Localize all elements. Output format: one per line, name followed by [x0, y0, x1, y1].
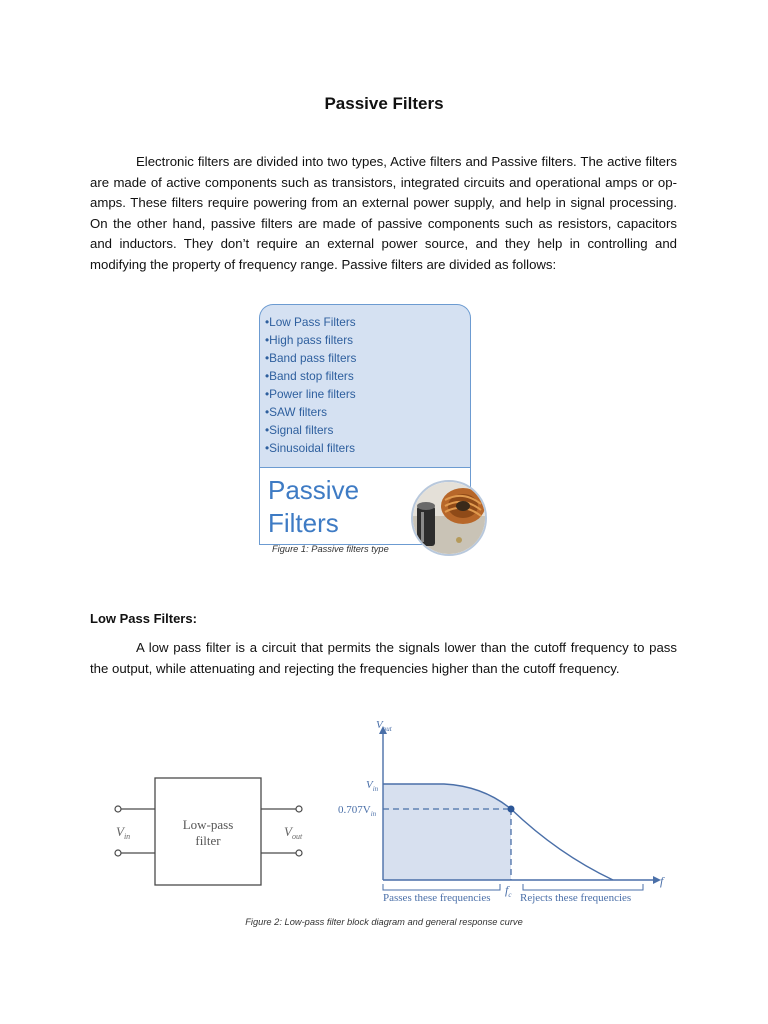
stopband-bracket: [523, 884, 643, 890]
filter-type-item: •Sinusoidal filters: [265, 441, 356, 455]
x-axis-label: f: [660, 874, 664, 888]
rejects-label: Rejects these frequencies: [520, 892, 632, 904]
block-label-1: Low-pass: [182, 817, 234, 832]
cutoff-point: [508, 806, 515, 813]
page-title: Passive Filters: [324, 94, 444, 113]
block-label-2: filter: [195, 833, 221, 848]
low-pass-diagram: [108, 712, 668, 912]
figure1-caption: Figure 1: Passive filters type: [272, 544, 389, 554]
passband-area: [383, 784, 511, 880]
passive-filters-figure: [259, 304, 471, 560]
input-terminal-icon: [115, 850, 121, 856]
filter-type-item: •Band pass filters: [265, 351, 357, 365]
filter-type-item: •Power line filters: [265, 387, 356, 401]
filter-types-list: [260, 305, 470, 457]
banner-line-2: Filters: [268, 508, 339, 538]
passband-bracket: [383, 884, 500, 890]
banner-line-1: Passive: [268, 475, 360, 505]
y-axis-label: $V_{out}$: [376, 719, 392, 733]
filter-types-box: [259, 304, 471, 467]
figure2-caption: Figure 2: Low-pass filter block diagram and general response curve: [245, 917, 523, 927]
low-pass-paragraph: A low pass filter is a circuit that permits the signals lower than the cutoff frequency to pass the output, while attenuating and rejecting the frequencies higher than the cutoff frequency.: [90, 640, 677, 676]
output-terminal-icon: [296, 850, 302, 856]
passes-label: Passes these frequencies: [383, 892, 491, 904]
filter-type-item: •Band stop filters: [265, 369, 354, 383]
banner-title: [268, 474, 359, 540]
vin-label: $V_{in}$: [116, 824, 131, 841]
output-terminal-icon: [296, 806, 302, 812]
input-terminal-icon: [115, 806, 121, 812]
filter-type-item: •Low Pass Filters: [265, 315, 356, 329]
intro-paragraph: Electronic filters are divided into two types, Active filters and Passive filters. The active filters are made of active components such as transistors, integrated circuits and operational amps or op-amps. These filters require powering from an external power supply, and help in signal processing. On the other hand, passive filters are made of passive components such as resistors, capacitors and inductors. They don’t require an external power source, and they help in controlling and modifying the property of frequency range. Passive filters are divided as follows:: [90, 154, 677, 272]
vin-level-label: $V_{in}$: [366, 779, 379, 793]
vout-label: $V_{out}$: [284, 824, 303, 841]
filter-type-item: •Signal filters: [265, 423, 334, 437]
section-heading: Low Pass Filters:: [90, 611, 197, 626]
filter-type-item: •High pass filters: [265, 333, 354, 347]
components-photo-icon: [411, 476, 487, 558]
filter-type-item: •SAW filters: [265, 405, 328, 419]
fc-label: $f_c$: [505, 883, 512, 899]
cutoff-level-label: $0.707V_{in}$: [338, 804, 377, 818]
